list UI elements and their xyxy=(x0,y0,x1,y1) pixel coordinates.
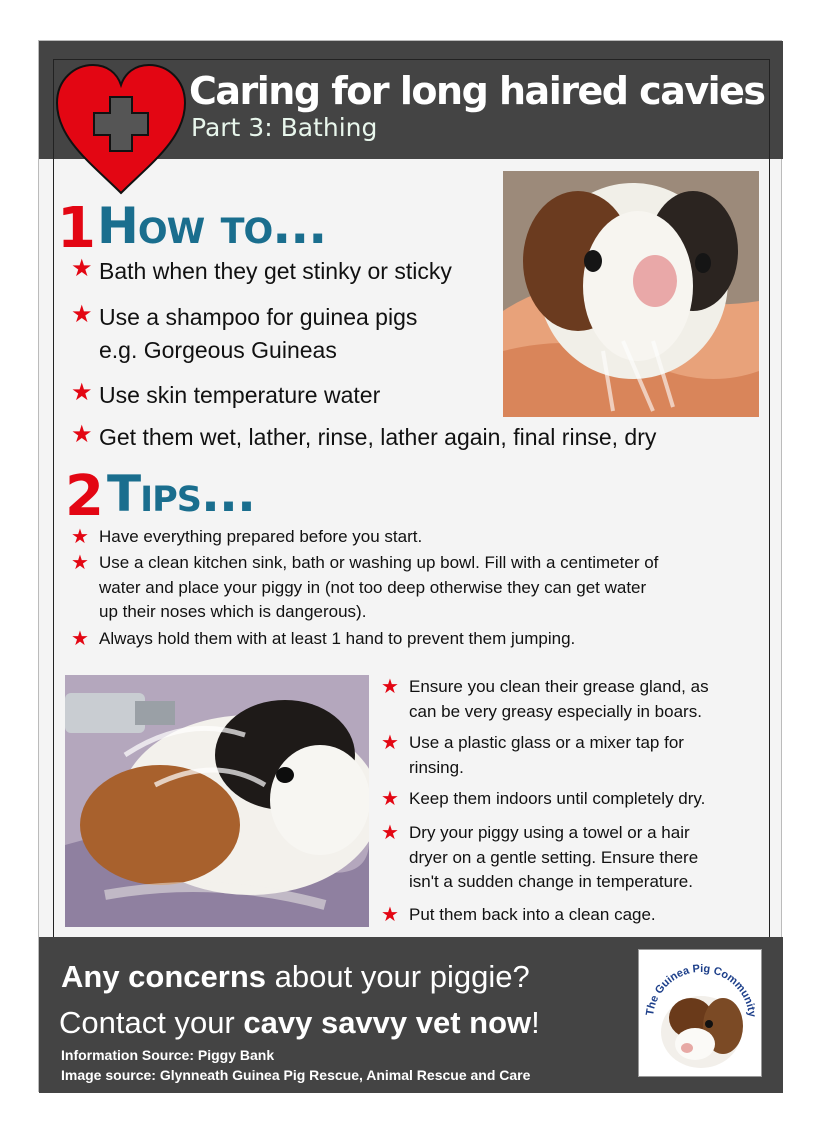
tip-text: Ensure you clean their grease gland, as xyxy=(409,677,709,696)
section-2-title: Tips... xyxy=(107,465,255,523)
footer-concerns: Any concerns about your piggie? xyxy=(61,959,530,994)
star-icon: ★ xyxy=(71,301,93,328)
tip-text: up their noses which is dangerous). xyxy=(99,602,367,622)
tip-item xyxy=(71,627,575,652)
tip-item xyxy=(71,525,422,550)
star-icon: ★ xyxy=(71,628,89,650)
how-to-item xyxy=(71,421,656,454)
star-icon: ★ xyxy=(381,732,399,754)
information-source: Information Source: Piggy Bank xyxy=(61,1047,275,1063)
guinea-pig-drying-photo xyxy=(65,675,369,927)
tip-item-right xyxy=(381,675,709,724)
footer-contact-vet: Contact your cavy savvy vet now! xyxy=(59,1005,540,1040)
section-1-number: 1 xyxy=(57,196,96,261)
tip-item-right xyxy=(381,903,656,928)
tip-text: can be very greasy especially in boars. xyxy=(409,701,702,721)
tip-text: Keep them indoors until completely dry. xyxy=(409,789,706,808)
star-icon: ★ xyxy=(71,255,93,282)
how-to-text: Use skin temperature water xyxy=(99,382,381,408)
how-to-text: Bath when they get stinky or sticky xyxy=(99,258,452,284)
star-icon: ★ xyxy=(381,676,399,698)
tip-text: Use a plastic glass or a mixer tap for xyxy=(409,733,684,752)
tip-item xyxy=(71,551,658,625)
star-icon: ★ xyxy=(71,379,93,406)
poster xyxy=(38,40,782,1092)
heart-medical-cross-icon xyxy=(53,61,189,197)
guinea-pig-community-logo xyxy=(638,949,762,1077)
section-2-number: 2 xyxy=(65,464,104,529)
tip-text: Put them back into a clean cage. xyxy=(409,905,656,924)
tip-item-right xyxy=(381,731,684,780)
guinea-pig-towel-photo xyxy=(503,171,759,417)
tip-text: water and place your piggy in (not too deep otherwise they can get water xyxy=(99,577,647,597)
how-to-item xyxy=(71,379,380,412)
how-to-text: Use a shampoo for guinea pigs xyxy=(99,304,418,330)
tip-text: Dry your piggy using a towel or a hair xyxy=(409,823,690,842)
tip-text: Use a clean kitchen sink, bath or washing up bowl. Fill with a centimeter of xyxy=(99,553,659,572)
star-icon: ★ xyxy=(381,904,399,926)
tip-text: isn't a sudden change in temperature. xyxy=(409,872,693,892)
star-icon: ★ xyxy=(381,822,399,844)
star-icon: ★ xyxy=(381,788,399,810)
star-icon: ★ xyxy=(71,421,93,448)
tip-text: rinsing. xyxy=(409,757,464,777)
how-to-item xyxy=(71,301,417,366)
how-to-text-2: e.g. Gorgeous Guineas xyxy=(99,336,337,363)
section-1-title: How to... xyxy=(97,197,327,255)
how-to-item xyxy=(71,255,452,288)
page-subtitle: Part 3: Bathing xyxy=(191,113,378,142)
tip-item-right xyxy=(381,787,705,812)
page-title: Caring for long haired cavies xyxy=(189,69,765,113)
tip-text: Always hold them with at least 1 hand to prevent them jumping. xyxy=(99,629,576,648)
tip-text: Have everything prepared before you start. xyxy=(99,527,423,546)
image-source: Image source: Glynneath Guinea Pig Rescue, Animal Rescue and Care xyxy=(61,1067,531,1083)
how-to-text: Get them wet, lather, rinse, lather again, final rinse, dry xyxy=(99,424,657,450)
star-icon: ★ xyxy=(71,552,89,574)
footer-bar xyxy=(39,937,783,1093)
tip-text: dryer on a gentle setting. Ensure there xyxy=(409,847,699,867)
star-icon: ★ xyxy=(71,526,89,548)
tip-item-right xyxy=(381,821,698,895)
logo-text: The Guinea Pig Community xyxy=(644,962,758,1018)
